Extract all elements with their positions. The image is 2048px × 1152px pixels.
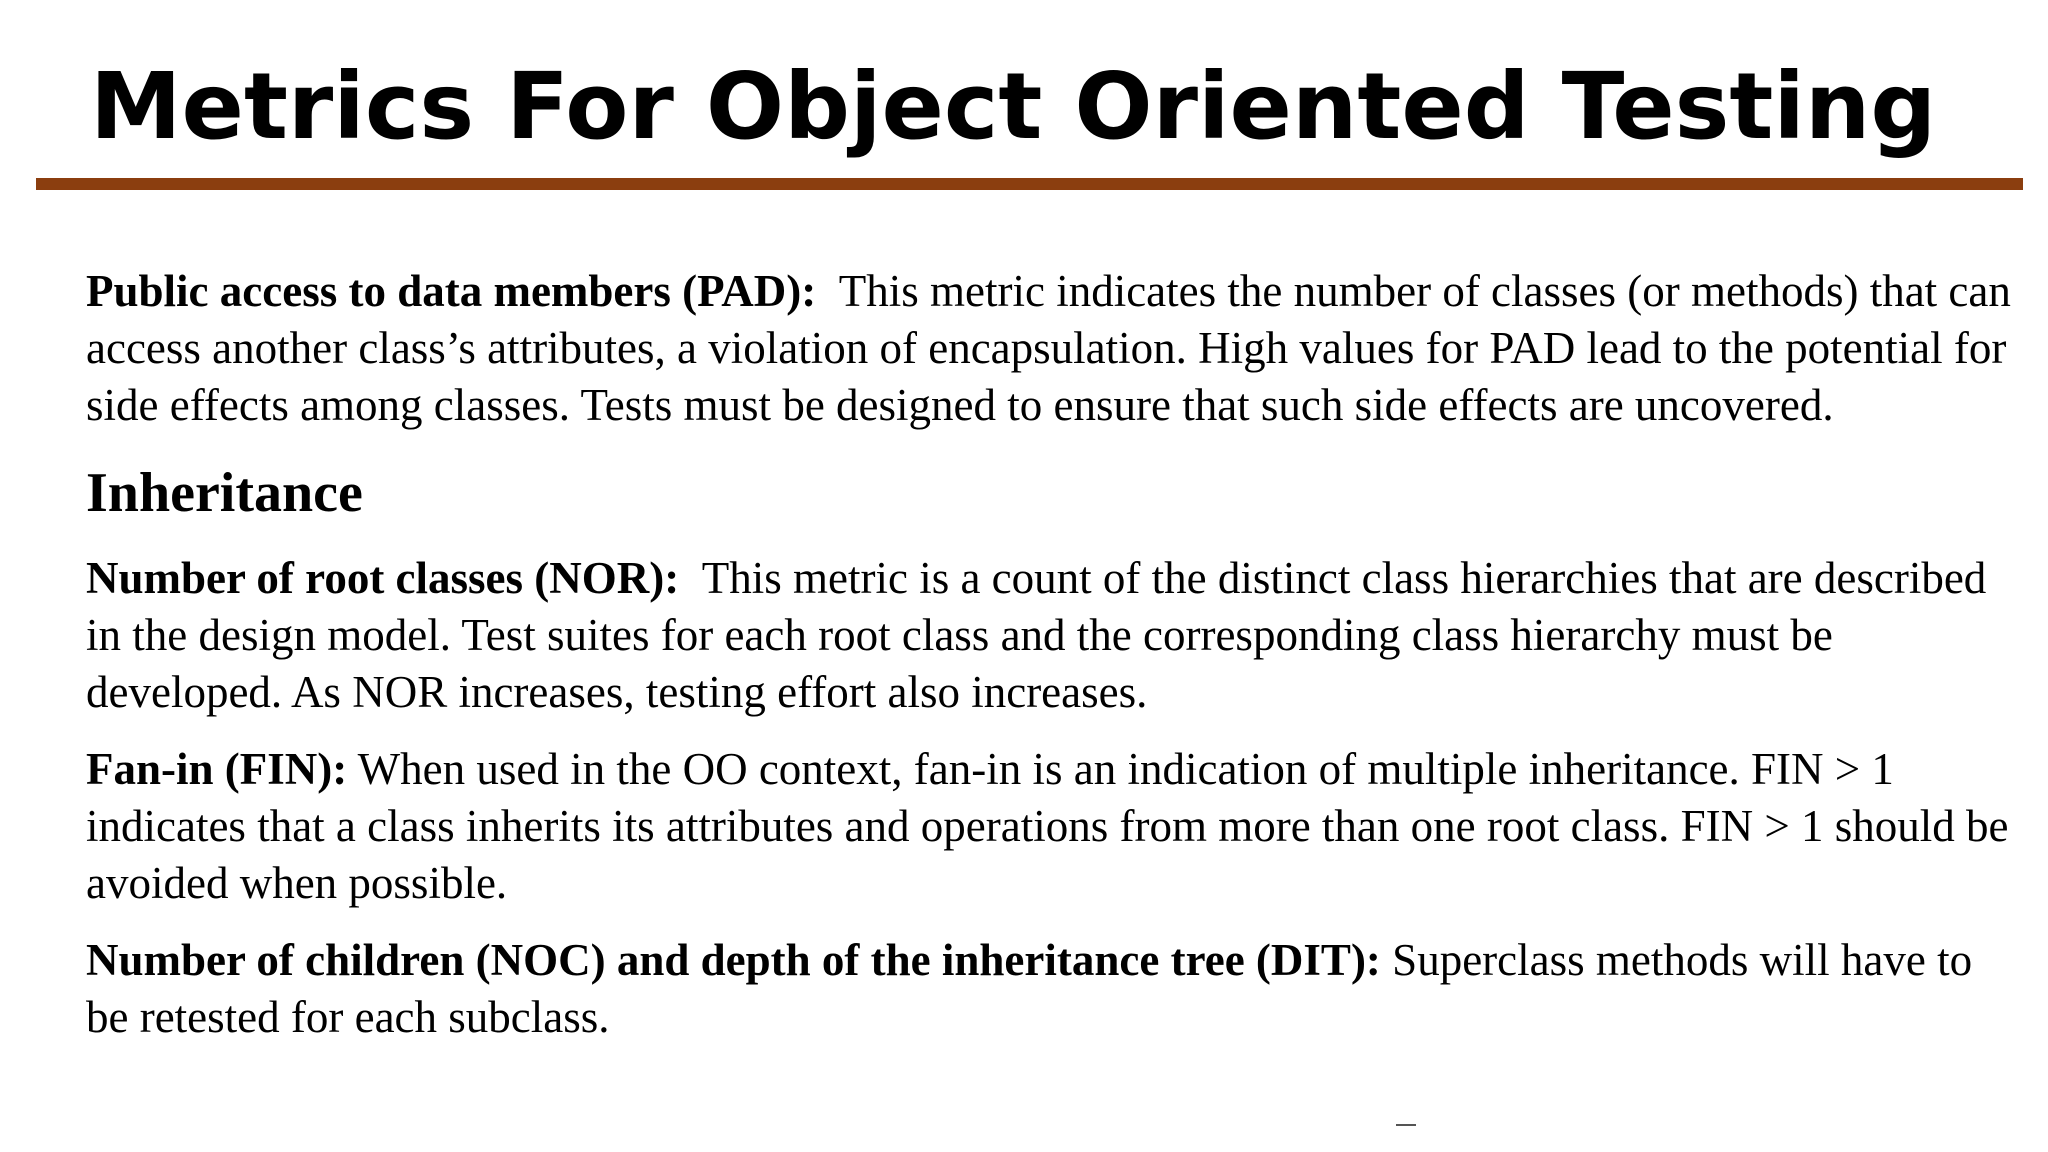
paragraph-noc-dit: [86, 932, 2021, 1046]
slide-content: [86, 263, 2021, 1046]
definition-nor: This metric is a count of the distinct class hierarchies that are described in the design model. Test suites for each root class and the corresponding class hierarchy must be developed. As NOR increases, testing effort also increases.: [86, 553, 1987, 717]
paragraph-fin: [86, 741, 2021, 912]
term-fin: Fan-in (FIN):: [86, 744, 348, 794]
title-divider: [36, 178, 2023, 190]
term-noc-dit: Number of children (NOC) and depth of the inheritance tree (DIT):: [86, 935, 1381, 985]
paragraph-pad: [86, 263, 2021, 434]
footer-dash: [1396, 1124, 1416, 1126]
definition-noc-dit: Superclass methods will have to be retested for each subclass.: [86, 935, 1973, 1042]
definition-pad: This metric indicates the number of classes (or methods) that can access another class’s attributes, a violation of encapsulation. High values for PAD lead to the potential for side effects among classes. Tests must be designed to ensure that such side effects are uncovered.: [86, 266, 2011, 430]
term-pad: Public access to data members (PAD):: [86, 266, 817, 316]
term-nor: Number of root classes (NOR):: [86, 553, 680, 603]
definition-fin: When used in the OO context, fan-in is an indication of multiple inheritance. FIN > 1 indicates that a class inherits its attributes and operations from more than one root class. FIN > 1 should be avoided when possible.: [86, 744, 2009, 908]
paragraph-nor: [86, 550, 2021, 721]
section-heading-inheritance: Inheritance: [86, 462, 363, 524]
slide-title: Metrics For Object Oriented Testing: [90, 53, 1937, 160]
